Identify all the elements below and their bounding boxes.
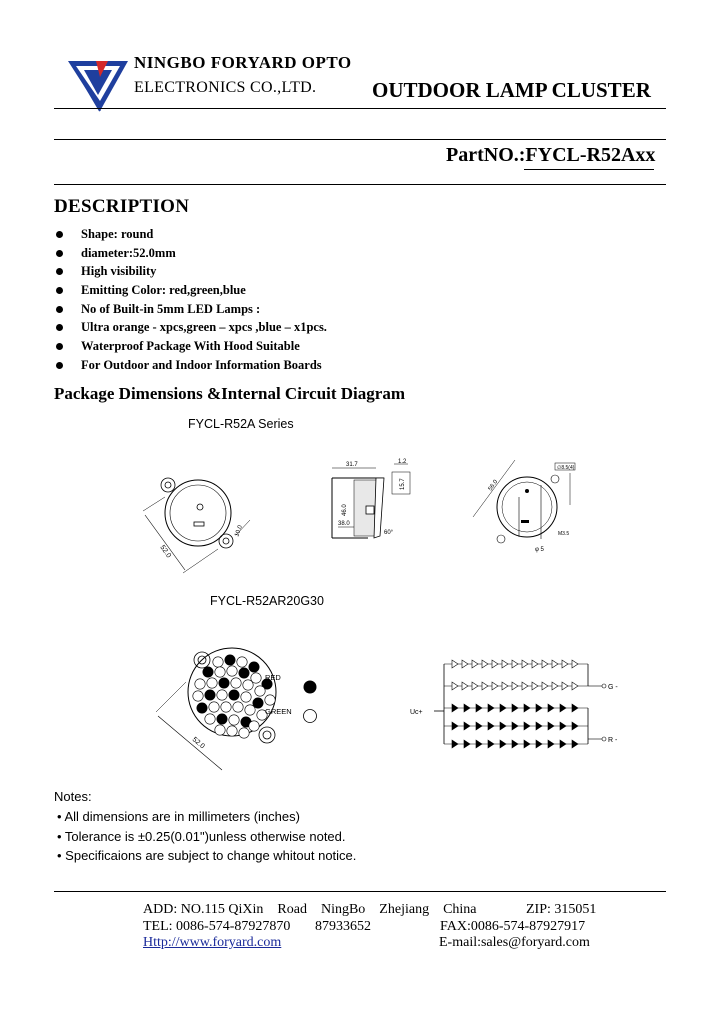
rear-view-drawing <box>455 455 590 555</box>
bullet-icon <box>56 306 63 313</box>
notes-heading: Notes: <box>54 789 92 804</box>
led-string-red <box>444 704 588 748</box>
bullet-icon <box>56 343 63 350</box>
front-view-drawing <box>140 465 255 575</box>
circuit-red-output-label: R - <box>608 737 618 744</box>
package-heading: Package Dimensions &Internal Circuit Diagram <box>54 384 405 403</box>
dim-height-label: 46.0 <box>342 504 348 516</box>
list-item: • Tolerance is ±0.25(0.01")unless otherwise noted. <box>57 828 346 844</box>
list-item: diameter:52.0mm <box>54 244 327 263</box>
list-item: Ultra orange - xpcs,green – xpcs ,blue – x1pcs. <box>54 318 327 337</box>
legend-red-swatch <box>304 681 317 694</box>
bullet-icon <box>56 362 63 369</box>
notes-list <box>57 807 356 866</box>
footer-tel: TEL: 0086-574-87927870 <box>143 919 291 934</box>
list-item: High visibility <box>54 262 327 281</box>
foryard-logo-icon <box>66 57 130 113</box>
list-item: • Specificaions are subject to change whitout notice. <box>57 848 357 863</box>
circuit-green-output-label: G - <box>608 684 618 691</box>
led-string-green <box>444 660 588 690</box>
section-divider <box>54 184 666 185</box>
side-view-drawing <box>318 456 418 548</box>
footer-address: ADD: NO.115 QiXin Road NingBo Zhejiang China <box>143 902 477 917</box>
bullet-icon <box>56 324 63 331</box>
list-item: Waterproof Package With Hood Suitable <box>54 337 327 356</box>
list-item: • All dimensions are in millimeters (inches) <box>57 809 300 824</box>
bullet-icon <box>56 231 63 238</box>
model-label: FYCL-R52AR20G30 <box>210 594 324 608</box>
dim-rear-diameter-label: 56.0 <box>487 479 500 493</box>
legend-green-label: GREEN <box>265 707 292 716</box>
dim-depth-label: 15.7 <box>400 478 406 490</box>
footer-email: E-mail:sales@foryard.com <box>439 935 590 950</box>
dim-length-label: 31.7 <box>346 462 358 468</box>
list-item: No of Built-in 5mm LED Lamps : <box>54 300 327 319</box>
company-logo <box>66 57 130 113</box>
header-divider-thin <box>54 139 666 140</box>
circuit-diagram <box>408 652 636 752</box>
description-heading: DESCRIPTION <box>54 196 190 217</box>
dim-hole-label: 10.0 <box>234 524 244 538</box>
company-name-line2: ELECTRONICS CO.,LTD. <box>134 79 317 96</box>
series-label: FYCL-R52A Series <box>188 417 294 431</box>
footer-zip: ZIP: 315051 <box>526 902 597 917</box>
footer-divider <box>54 891 666 892</box>
led-cluster-drawing <box>150 640 340 772</box>
led-array <box>193 655 275 738</box>
dim-width-label: 38.0 <box>338 521 350 527</box>
dim-diameter-label: 52.0 <box>158 544 172 560</box>
legend-green-swatch <box>304 710 317 723</box>
dim-phi-label: φ 5 <box>535 547 544 553</box>
circuit-anode-label: Uc+ <box>410 709 423 716</box>
bullet-icon <box>56 268 63 275</box>
footer-tel2: 87933652 <box>315 919 371 934</box>
dim-rear-hole-label: ∅8.5(4) <box>557 465 575 471</box>
list-item: Shape: round <box>54 225 327 244</box>
document-title: OUTDOOR LAMP CLUSTER <box>372 78 651 102</box>
description-list <box>54 225 327 375</box>
footer-website-link[interactable]: Http://www.foryard.com <box>143 935 282 950</box>
part-number: PartNO.:FYCL-R52Axx <box>446 144 656 166</box>
company-name-line1: NINGBO FORYARD OPTO <box>134 53 352 72</box>
list-item: Emitting Color: red,green,blue <box>54 281 327 300</box>
dim-angle-label: 60° <box>384 530 394 536</box>
dim-m35-label: M3.5 <box>558 531 570 537</box>
bullet-icon <box>56 287 63 294</box>
dim-thickness-label: 1.2 <box>398 459 407 465</box>
footer-fax: FAX:0086-574-87927917 <box>440 919 586 934</box>
part-number-underline <box>524 169 654 170</box>
bullet-icon <box>56 250 63 257</box>
legend-red-label: RED <box>265 673 281 682</box>
list-item: For Outdoor and Indoor Information Boards <box>54 356 327 375</box>
header-divider <box>54 108 666 109</box>
cluster-diameter-label: 52.0 <box>190 736 206 751</box>
